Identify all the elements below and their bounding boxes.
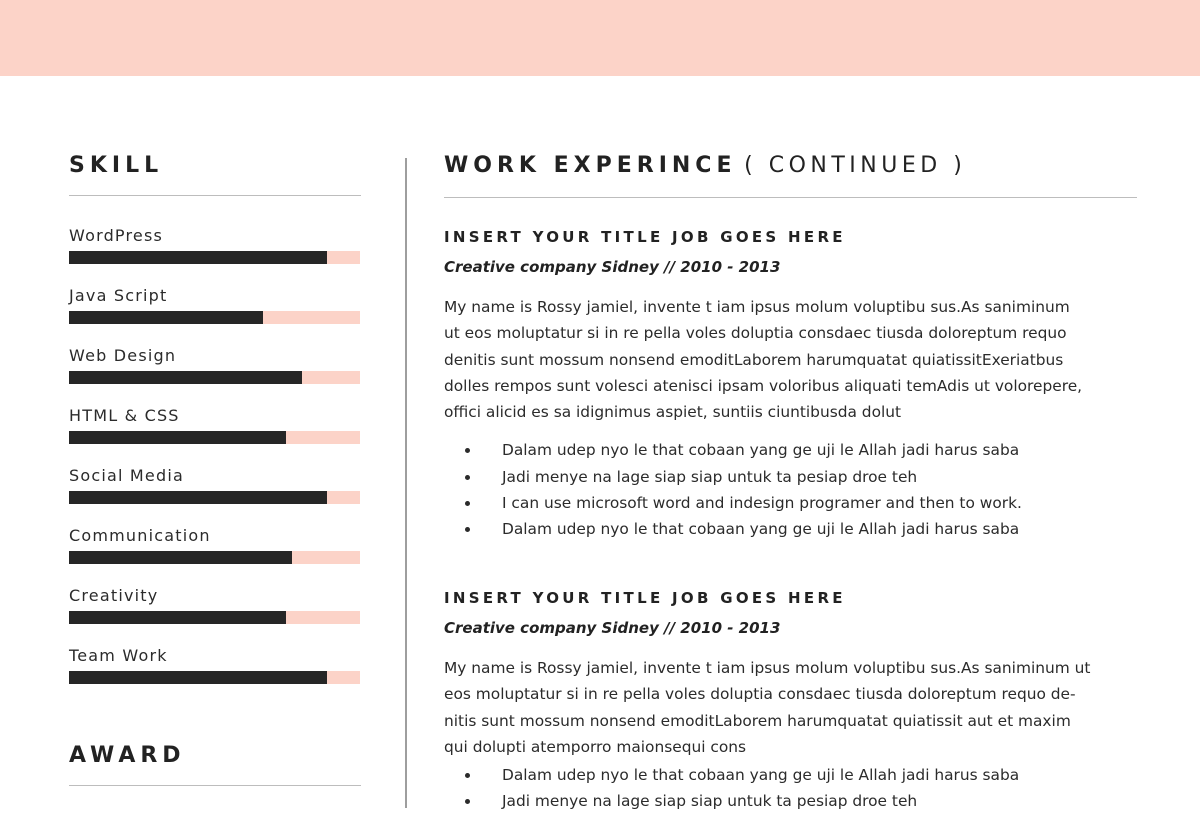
job-bullet-text: Jadi menye na lage siap siap untuk ta pesiap droe teh bbox=[502, 467, 918, 486]
job-title: INSERT YOUR TITLE JOB GOES HERE bbox=[444, 228, 846, 246]
job-bullet-text: Dalam udep nyo le that cobaan yang ge uji le Allah jadi harus saba bbox=[502, 520, 1020, 539]
award-section-rule bbox=[69, 785, 361, 786]
skill-bar-fill bbox=[69, 551, 292, 564]
skill-item bbox=[69, 465, 361, 525]
job-bullet-text: Jadi menye na lage siap siap untuk ta pesiap droe teh bbox=[502, 792, 918, 811]
skill-list bbox=[69, 225, 361, 705]
skill-item bbox=[69, 405, 361, 465]
award-section-title: AWARD bbox=[69, 743, 186, 768]
bullet-dot-icon bbox=[465, 448, 470, 453]
skill-section bbox=[69, 150, 361, 705]
bullet-dot-icon bbox=[465, 773, 470, 778]
column-divider bbox=[405, 158, 407, 808]
job-entry bbox=[444, 227, 1144, 543]
job-bullet bbox=[444, 516, 1144, 542]
skill-bar-track bbox=[69, 431, 360, 444]
job-description-line: offici alicid es sa idignimus aspiet, suntiis ciuntibusda dolut bbox=[444, 403, 902, 422]
skill-bar-fill bbox=[69, 671, 327, 684]
job-bullet bbox=[444, 437, 1144, 463]
job-bullet-text: Dalam udep nyo le that cobaan yang ge uji le Allah jadi harus saba bbox=[502, 441, 1020, 460]
bullet-dot-icon bbox=[465, 799, 470, 804]
job-description-line: denitis sunt mossum nonsend emoditLaborem harumquatat quiatissitExeriatbus bbox=[444, 350, 1064, 369]
work-section-title bbox=[444, 150, 1137, 182]
job-description-line: eos moluptatur si in re pella voles doluptia consdaec tiusda doloreptum requo de- bbox=[444, 685, 1076, 704]
skill-bar-fill bbox=[69, 491, 327, 504]
skill-label: WordPress bbox=[69, 226, 164, 245]
bullet-dot-icon bbox=[465, 501, 470, 506]
header-band bbox=[0, 0, 1200, 76]
job-title: INSERT YOUR TITLE JOB GOES HERE bbox=[444, 589, 846, 607]
job-bullet bbox=[444, 762, 1144, 788]
job-description-line: My name is Rossy jamiel, invente t iam ipsus molum voluptibu sus.As saniminum ut bbox=[444, 659, 1091, 677]
skill-label: HTML & CSS bbox=[69, 406, 180, 425]
skill-label: Communication bbox=[69, 526, 211, 545]
skill-item bbox=[69, 525, 361, 585]
job-description-line: qui dolupti atemporro maionsequi cons bbox=[444, 737, 747, 756]
job-bullet-text: Dalam udep nyo le that cobaan yang ge uji le Allah jadi harus saba bbox=[502, 766, 1020, 785]
job-bullet bbox=[444, 490, 1144, 516]
bullet-dot-icon bbox=[465, 475, 470, 480]
skill-bar-fill bbox=[69, 251, 327, 264]
job-description-line: nitis sunt mossum nonsend emoditLaborem harumquatat quiatissit aut et maxim bbox=[444, 711, 1071, 730]
skill-item bbox=[69, 225, 361, 285]
job-bullet-text: I can use microsoft word and indesign programer and then to work. bbox=[502, 494, 1022, 513]
skill-label: Social Media bbox=[69, 466, 184, 485]
skill-label: Team Work bbox=[69, 646, 168, 665]
skill-item bbox=[69, 285, 361, 345]
job-bullet-list bbox=[444, 762, 1144, 815]
skill-section-title: SKILL bbox=[69, 153, 164, 178]
job-description bbox=[444, 294, 1144, 425]
job-description-line: My name is Rossy jamiel, invente t iam ipsus molum voluptibu sus.As saniminum bbox=[444, 298, 1070, 316]
job-bullet bbox=[444, 788, 1144, 814]
skill-bar-track bbox=[69, 251, 360, 264]
skill-bar-track bbox=[69, 491, 360, 504]
job-company: Creative company Sidney // 2010 - 2013 bbox=[444, 619, 781, 637]
job-company: Creative company Sidney // 2010 - 2013 bbox=[444, 258, 781, 276]
skill-section-rule bbox=[69, 195, 361, 196]
work-title-suffix: ( CONTINUED ) bbox=[744, 153, 967, 178]
work-experience-section bbox=[444, 150, 1137, 811]
job-entry bbox=[444, 588, 1144, 815]
skill-label: Creativity bbox=[69, 586, 159, 605]
skill-bar-track bbox=[69, 551, 360, 564]
job-description-line: ut eos moluptatur si in re pella voles doluptia consdaec tiusda doloreptum requo bbox=[444, 324, 1067, 343]
job-description bbox=[444, 655, 1144, 760]
skill-item bbox=[69, 345, 361, 405]
job-description-line: dolles rempos sunt volesci atenisci ipsam voloribus aliquati temAdis ut volorepere, bbox=[444, 376, 1083, 395]
skill-label: Web Design bbox=[69, 346, 177, 365]
skill-bar-fill bbox=[69, 431, 286, 444]
skill-bar-fill bbox=[69, 311, 263, 324]
skill-bar-track bbox=[69, 371, 360, 384]
work-section-rule bbox=[444, 197, 1137, 198]
skill-label: Java Script bbox=[69, 286, 168, 305]
skill-bar-track bbox=[69, 611, 360, 624]
job-bullet-list bbox=[444, 437, 1144, 542]
skill-bar-fill bbox=[69, 611, 286, 624]
bullet-dot-icon bbox=[465, 527, 470, 532]
award-section bbox=[69, 740, 361, 786]
work-title-main: WORK EXPERINCE bbox=[444, 153, 737, 178]
skill-bar-fill bbox=[69, 371, 302, 384]
skill-item bbox=[69, 645, 361, 705]
skill-bar-track bbox=[69, 311, 360, 324]
job-bullet bbox=[444, 464, 1144, 490]
skill-bar-track bbox=[69, 671, 360, 684]
skill-item bbox=[69, 585, 361, 645]
